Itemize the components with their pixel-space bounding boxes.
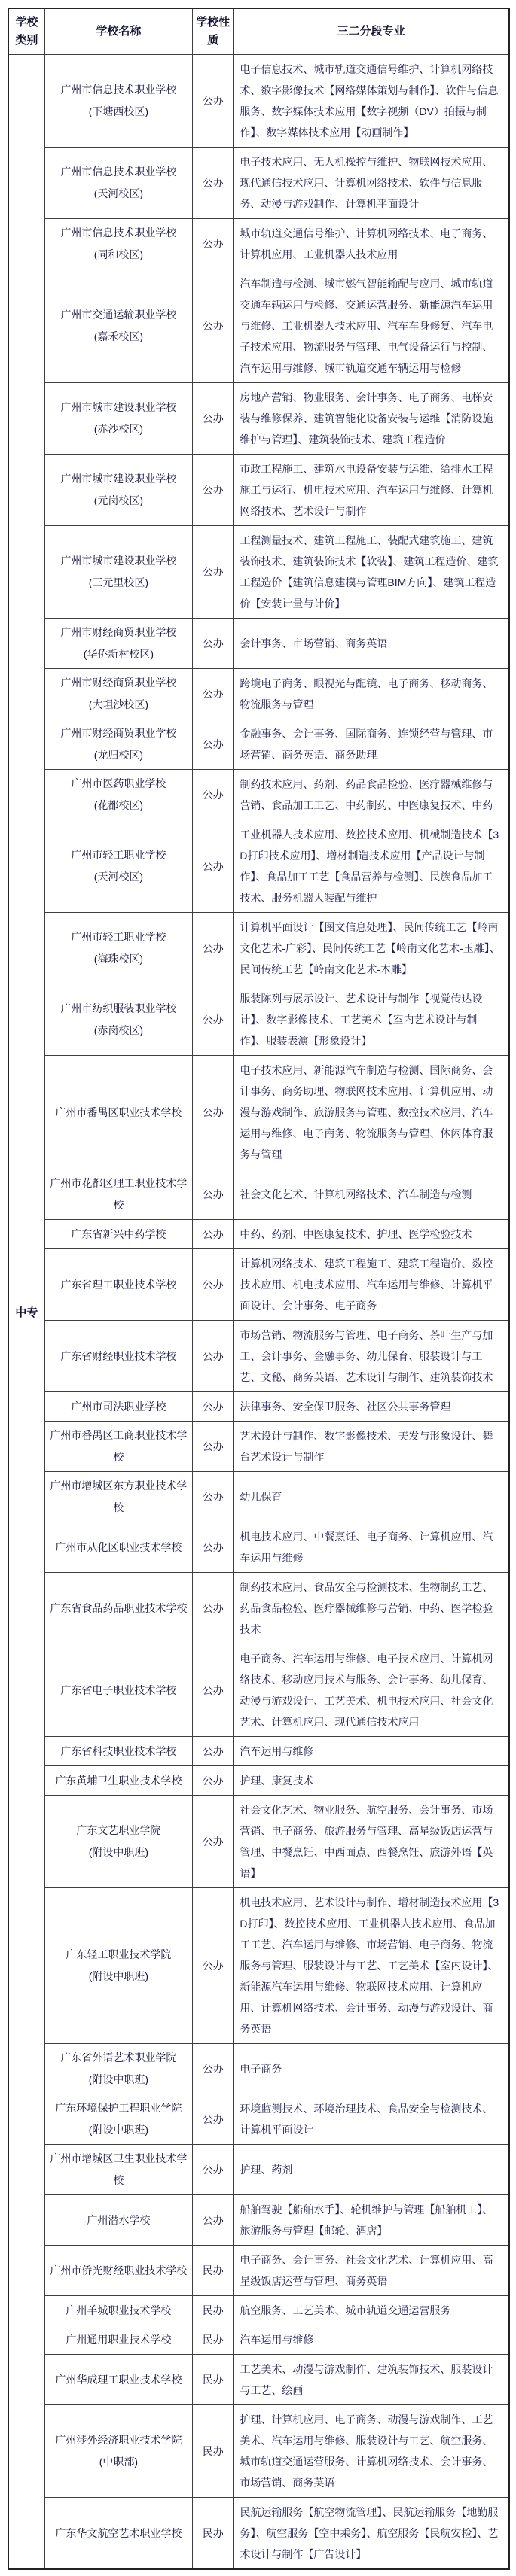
majors-cell: 工程测量技术、建筑工程施工、装配式建筑施工、建筑装饰技术、建筑装饰技术【软装】、建筑工程造价、建筑工程造价【建筑信息建模与管理BIM方向】、建筑工程造价【安装计量与计价】 bbox=[234, 526, 509, 619]
table-row bbox=[8, 1220, 509, 1249]
majors-cell: 制药技术应用、食品安全与检测技术、生物制药工艺、药品食品检验、医疗器械维修与营销、中药、医学检验技术 bbox=[234, 1573, 509, 1644]
table-row bbox=[8, 2296, 509, 2325]
school-campus: (附设中职班) bbox=[88, 1970, 149, 1982]
school-type-cell: 公办 bbox=[193, 219, 234, 269]
school-name-cell bbox=[44, 820, 193, 913]
school-name-cell bbox=[44, 455, 193, 526]
school-campus: (海珠校区) bbox=[93, 953, 144, 965]
table-row bbox=[8, 2145, 509, 2195]
majors-cell: 社会文化艺术、物业服务、航空服务、会计事务、市场营销、电子商务、旅游服务与管理、高星级饭店运营与管理、中餐烹饪、中西面点、西餐烹饪、旅游外语【英语】 bbox=[234, 1796, 509, 1888]
school-type-cell: 公办 bbox=[193, 1169, 234, 1220]
school-name: 广州华成理工职业技术学校 bbox=[55, 2373, 182, 2386]
majors-cell: 机电技术应用、艺术设计与制作、增材制造技术应用【3D打印】、数控技术应用、工业机器人技术应用、食品加工工艺、汽车运用与维修、市场营销、电子商务、物流服务与管理、服装设计与工艺、工艺美术【室内设计】、新能源汽车运用与维修、物联网技术应用、计算机应用、计算机网络技术、会计事务、动漫与游戏设计、商务英语 bbox=[234, 1888, 509, 2044]
school-name: 广州市轻工职业学校 bbox=[71, 931, 166, 943]
table-row bbox=[8, 2246, 509, 2296]
school-name: 广州市信息技术职业学校 bbox=[60, 166, 177, 178]
school-name-cell bbox=[44, 526, 193, 619]
school-type-cell: 公办 bbox=[193, 770, 234, 820]
school-name-cell bbox=[44, 1522, 193, 1573]
school-name-cell bbox=[44, 148, 193, 219]
school-type-cell: 公办 bbox=[193, 984, 234, 1056]
table-row bbox=[8, 55, 509, 148]
school-name-cell bbox=[44, 1056, 193, 1169]
school-name: 广州市番禺区工商职业技术学校 bbox=[50, 1429, 188, 1463]
majors-cell: 机电技术应用、中餐烹饪、电子商务、计算机应用、汽车运用与维修 bbox=[234, 1522, 509, 1573]
school-name-cell bbox=[44, 2195, 193, 2246]
majors-cell: 电子信息技术、城市轨道交通信号维护、计算机网络技术、数字影像技术【网络媒体策划与制作】、软件与信息服务、数字媒体技术应用【数字视频（DV）拍摄与制作】、数字媒体技术应用【动画制作】 bbox=[234, 55, 509, 148]
category-cell: 中专 bbox=[8, 55, 44, 2570]
school-name-cell bbox=[44, 1888, 193, 2044]
school-type-cell: 公办 bbox=[193, 1321, 234, 1392]
table-row bbox=[8, 1766, 509, 1796]
majors-cell: 工艺美术、动漫与游戏制作、建筑装饰技术、服装设计与工艺、绘画 bbox=[234, 2355, 509, 2405]
school-type-cell: 公办 bbox=[193, 1472, 234, 1522]
school-name: 广东省理工职业技术学校 bbox=[60, 1278, 177, 1291]
school-type-cell: 公办 bbox=[193, 1766, 234, 1796]
school-name-cell bbox=[44, 55, 193, 148]
table-row bbox=[8, 1056, 509, 1169]
school-name: 广东轻工职业技术学院 bbox=[66, 1948, 172, 1960]
table-row bbox=[8, 1249, 509, 1321]
school-type-cell: 公办 bbox=[193, 2195, 234, 2246]
majors-cell: 社会文化艺术、计算机网络技术、汽车制造与检测 bbox=[234, 1169, 509, 1220]
majors-cell: 民航运输服务【航空物流管理】、民航运输服务【地勤服务】、航空服务【空中乘务】、航空服务【民航安检】、艺术设计与制作【广告设计】 bbox=[234, 2498, 509, 2570]
table-row bbox=[8, 2325, 509, 2355]
school-type-cell: 公办 bbox=[193, 269, 234, 383]
table-row bbox=[8, 2405, 509, 2498]
table-row bbox=[8, 913, 509, 984]
majors-cell: 电子商务、汽车运用与维修、电子技术应用、计算机网络技术、移动应用技术与服务、会计事务、幼儿保育、动漫与游戏设计、工艺美术、机电技术应用、社会文化艺术、计算机应用、现代通信技术应用 bbox=[234, 1644, 509, 1737]
school-name: 广州潜水学校 bbox=[87, 2213, 151, 2226]
school-campus: (嘉禾校区) bbox=[93, 330, 144, 342]
school-name-cell bbox=[44, 984, 193, 1056]
school-type-cell: 公办 bbox=[193, 1522, 234, 1573]
school-campus: (附设中职班) bbox=[88, 2073, 149, 2085]
school-campus: (花都校区) bbox=[93, 799, 144, 811]
majors-cell: 制药技术应用、药剂、药品食品检验、医疗器械维修与营销、食品加工工艺、中药制药、中医康复技术、中药 bbox=[234, 770, 509, 820]
school-campus: (下塘西校区) bbox=[88, 105, 149, 117]
table-row bbox=[8, 1169, 509, 1220]
school-name: 广州市司法职业学校 bbox=[71, 1400, 166, 1413]
majors-cell: 环境监测技术、环境治理技术、食品安全与检测技术、计算机平面设计 bbox=[234, 2094, 509, 2145]
majors-cell: 艺术设计与制作、数字影像技术、美发与形象设计、舞台艺术设计与制作 bbox=[234, 1422, 509, 1472]
school-name-cell bbox=[44, 2325, 193, 2355]
school-campus: (赤岗校区) bbox=[93, 1024, 144, 1036]
majors-cell: 计算机平面设计【图文信息处理】、民间传统工艺【岭南文化艺术-广彩】、民间传统工艺【岭南文化艺术-玉雕】、民间传统工艺【岭南文化艺术-木雕】 bbox=[234, 913, 509, 984]
table-row bbox=[8, 219, 509, 269]
table-row bbox=[8, 269, 509, 383]
school-name-cell bbox=[44, 619, 193, 669]
majors-cell: 跨境电子商务、眼视光与配镜、电子商务、移动商务、物流服务与管理 bbox=[234, 669, 509, 719]
header-row bbox=[8, 8, 509, 55]
majors-cell: 市场营销、物流服务与管理、电子商务、茶叶生产与加工、会计事务、金融事务、幼儿保育、服装设计与工艺、文秘、商务英语、艺术设计与制作、建筑装饰技术 bbox=[234, 1321, 509, 1392]
majors-cell: 房地产营销、物业服务、会计事务、电子商务、电梯安装与维修保养、建筑智能化设备安装与运维【消防设施维护与管理】、建筑装饰技术、建筑工程造价 bbox=[234, 383, 509, 455]
school-campus: (华侨新村校区) bbox=[83, 648, 154, 660]
school-name-cell bbox=[44, 2246, 193, 2296]
school-name: 广东省科技职业技术学校 bbox=[60, 1744, 177, 1757]
school-name: 广州市信息技术职业学校 bbox=[60, 227, 177, 239]
school-name-cell bbox=[44, 1392, 193, 1422]
school-name: 广东环境保护工程职业学院 bbox=[55, 2102, 182, 2114]
school-campus: (龙归校区) bbox=[93, 749, 144, 761]
school-type-cell: 公办 bbox=[193, 1220, 234, 1249]
school-type-cell: 民办 bbox=[193, 2355, 234, 2405]
school-type-cell: 公办 bbox=[193, 1249, 234, 1321]
majors-cell: 金融事务、会计事务、国际商务、连锁经营与管理、市场营销、商务英语、商务助理 bbox=[234, 719, 509, 770]
school-name-cell bbox=[44, 2044, 193, 2094]
table-row bbox=[8, 984, 509, 1056]
school-name-cell bbox=[44, 669, 193, 719]
school-type-cell: 公办 bbox=[193, 1888, 234, 2044]
school-type-cell: 公办 bbox=[193, 913, 234, 984]
table-row bbox=[8, 1392, 509, 1422]
school-type-cell: 公办 bbox=[193, 1392, 234, 1422]
school-name-cell bbox=[44, 2355, 193, 2405]
school-type-cell: 公办 bbox=[193, 2145, 234, 2195]
school-name-cell bbox=[44, 770, 193, 820]
table-row bbox=[8, 2355, 509, 2405]
school-name-cell bbox=[44, 2498, 193, 2570]
school-name-cell bbox=[44, 1573, 193, 1644]
school-name: 广州市城市建设职业学校 bbox=[60, 401, 177, 413]
school-name-cell bbox=[44, 1321, 193, 1392]
school-name: 广东省财经职业技术学校 bbox=[60, 1349, 177, 1362]
school-type-cell: 公办 bbox=[193, 1644, 234, 1737]
school-type-cell: 民办 bbox=[193, 2325, 234, 2355]
school-campus: (大坦沙校区) bbox=[88, 698, 149, 710]
school-name: 广州市医药职业学校 bbox=[71, 777, 166, 789]
school-name: 广州市财经商贸职业学校 bbox=[60, 626, 177, 638]
school-campus: (附设中职班) bbox=[88, 2124, 149, 2136]
majors-cell: 中药、药剂、中医康复技术、护理、医学检验技术 bbox=[234, 1220, 509, 1249]
majors-cell: 会计事务、市场营销、商务英语 bbox=[234, 619, 509, 669]
table-row bbox=[8, 770, 509, 820]
table-row bbox=[8, 1573, 509, 1644]
school-name-cell bbox=[44, 219, 193, 269]
table-row bbox=[8, 526, 509, 619]
school-campus: (天河校区) bbox=[93, 871, 144, 883]
school-campus: (三元里校区) bbox=[88, 576, 149, 588]
school-name-cell bbox=[44, 2094, 193, 2145]
school-type-cell: 公办 bbox=[193, 2044, 234, 2094]
school-type-cell: 公办 bbox=[193, 1422, 234, 1472]
school-name-cell bbox=[44, 1169, 193, 1220]
school-name-cell bbox=[44, 1737, 193, 1766]
school-name: 广州市侨光财经职业技术学校 bbox=[50, 2264, 188, 2276]
school-name: 广州市财经商贸职业学校 bbox=[60, 727, 177, 739]
school-type-cell: 公办 bbox=[193, 55, 234, 148]
table-row bbox=[8, 1472, 509, 1522]
school-name-cell bbox=[44, 1766, 193, 1796]
school-name: 广州市信息技术职业学校 bbox=[60, 84, 177, 96]
school-name-cell bbox=[44, 1220, 193, 1249]
majors-cell: 汽车运用与维修 bbox=[234, 2325, 509, 2355]
school-type-cell: 公办 bbox=[193, 148, 234, 219]
school-name: 广州涉外经济职业技术学院 bbox=[55, 2434, 182, 2446]
school-type-cell: 公办 bbox=[193, 719, 234, 770]
school-name: 广东省电子职业技术学校 bbox=[60, 1683, 177, 1696]
school-type-cell: 民办 bbox=[193, 2498, 234, 2570]
school-majors-table bbox=[8, 8, 510, 2570]
table-row bbox=[8, 2498, 509, 2570]
school-name: 广州市轻工职业学校 bbox=[71, 849, 166, 861]
school-name: 广州市城市建设职业学校 bbox=[60, 473, 177, 485]
school-majors-table-wrap bbox=[8, 8, 510, 2570]
table-row bbox=[8, 719, 509, 770]
school-name: 广州市城市建设职业学校 bbox=[60, 555, 177, 567]
school-type-cell: 公办 bbox=[193, 1573, 234, 1644]
school-name-cell bbox=[44, 269, 193, 383]
school-name-cell bbox=[44, 2145, 193, 2195]
page bbox=[0, 8, 516, 2570]
school-name: 广州市纺织服装职业学校 bbox=[60, 1002, 177, 1014]
school-type-cell: 民办 bbox=[193, 2405, 234, 2498]
school-name: 广东省外语艺术职业学院 bbox=[60, 2051, 177, 2064]
school-name: 广州市从化区职业技术学校 bbox=[55, 1540, 182, 1553]
majors-cell: 服装陈列与展示设计、艺术设计与制作【视觉传达设计】、数字影像技术、工艺美术【室内艺术设计与制作】、服装表演【形象设计】 bbox=[234, 984, 509, 1056]
majors-cell: 工业机器人技术应用、数控技术应用、机械制造技术【3D打印技术应用】、增材制造技术应用【产品设计与制作】、食品加工工艺【食品营养与检测】、民族食品加工技术、服务机器人装配与维护 bbox=[234, 820, 509, 913]
majors-cell: 护理、计算机应用、电子商务、动漫与游戏制作、工艺美术、汽车运用与维修、服装设计与工艺、航空服务、城市轨道交通运营服务、计算机网络技术、会计事务、市场营销、商务英语 bbox=[234, 2405, 509, 2498]
majors-cell: 护理、康复技术 bbox=[234, 1766, 509, 1796]
school-campus: (附设中职班) bbox=[88, 1846, 149, 1858]
school-type-cell: 公办 bbox=[193, 619, 234, 669]
table-row bbox=[8, 2195, 509, 2246]
school-name: 广东省食品药品职业技术学校 bbox=[50, 1601, 188, 1614]
header-school-name: 学校名称 bbox=[44, 8, 193, 55]
majors-cell: 电子商务 bbox=[234, 2044, 509, 2094]
school-name-cell bbox=[44, 719, 193, 770]
majors-cell: 护理、药剂 bbox=[234, 2145, 509, 2195]
majors-cell: 幼儿保育 bbox=[234, 1472, 509, 1522]
school-name: 广东华文航空艺术职业学校 bbox=[55, 2526, 182, 2539]
table-row bbox=[8, 619, 509, 669]
majors-cell: 电子技术应用、无人机操控与维护、物联网技术应用、现代通信技术应用、计算机网络技术、软件与信息服务、动漫与游戏制作、计算机平面设计 bbox=[234, 148, 509, 219]
school-campus: (同和校区) bbox=[93, 248, 144, 260]
table-row bbox=[8, 2044, 509, 2094]
school-name: 广州羊城职业技术学校 bbox=[66, 2304, 172, 2316]
majors-cell: 船舶驾驶【船舶水手】、轮机维护与管理【船舶机工】、旅游服务与管理【邮轮、酒店】 bbox=[234, 2195, 509, 2246]
table-row bbox=[8, 1422, 509, 1472]
table-row bbox=[8, 1644, 509, 1737]
school-type-cell: 公办 bbox=[193, 669, 234, 719]
table-row bbox=[8, 1888, 509, 2044]
majors-cell: 电子技术应用、新能源汽车制造与检测、国际商务、会计事务、商务助理、物联网技术应用、计算机应用、动漫与游戏制作、旅游服务与管理、数控技术应用、汽车运用与维修、电子商务、物流服务与管理、休闲体育服务与管理 bbox=[234, 1056, 509, 1169]
table-row bbox=[8, 2094, 509, 2145]
school-name: 广州通用职业技术学校 bbox=[66, 2333, 172, 2346]
school-name-cell bbox=[44, 2405, 193, 2498]
school-type-cell: 民办 bbox=[193, 2296, 234, 2325]
header-school-type: 学校性质 bbox=[193, 8, 234, 55]
school-name-cell bbox=[44, 2296, 193, 2325]
school-name: 广州市花都区理工职业技术学校 bbox=[50, 1177, 188, 1211]
school-type-cell: 公办 bbox=[193, 383, 234, 455]
header-majors: 三二分段专业 bbox=[234, 8, 509, 55]
school-name-cell bbox=[44, 1422, 193, 1472]
school-name: 广州市交通运输职业学校 bbox=[60, 309, 177, 321]
table-row bbox=[8, 1522, 509, 1573]
table-body bbox=[8, 55, 509, 2570]
majors-cell: 计算机网络技术、建筑工程施工、建筑工程造价、数控技术应用、机电技术应用、汽车运用与维修、计算机平面设计、会计事务、电子商务 bbox=[234, 1249, 509, 1321]
school-name-cell bbox=[44, 1796, 193, 1888]
school-type-cell: 公办 bbox=[193, 1737, 234, 1766]
table-row bbox=[8, 1796, 509, 1888]
school-type-cell: 公办 bbox=[193, 820, 234, 913]
school-name: 广东省新兴中药学校 bbox=[71, 1227, 166, 1240]
majors-cell: 法律事务、安全保卫服务、社区公共事务管理 bbox=[234, 1392, 509, 1422]
school-name-cell bbox=[44, 383, 193, 455]
majors-cell: 航空服务、工艺美术、城市轨道交通运营服务 bbox=[234, 2296, 509, 2325]
school-name-cell bbox=[44, 1249, 193, 1321]
majors-cell: 汽车制造与检测、城市燃气智能输配与应用、城市轨道交通车辆运用与检修、交通运营服务、新能源汽车运用与维修、工业机器人技术应用、汽车车身修复、汽车电子技术应用、物流服务与管理、电气设备运行与控制、汽车运用与维修、城市轨道交通车辆运用与检修 bbox=[234, 269, 509, 383]
school-type-cell: 公办 bbox=[193, 455, 234, 526]
table-row bbox=[8, 148, 509, 219]
school-name-cell bbox=[44, 1644, 193, 1737]
table-row bbox=[8, 820, 509, 913]
majors-cell: 电子商务、会计事务、社会文化艺术、计算机应用、高星级饭店运营与管理、商务英语 bbox=[234, 2246, 509, 2296]
majors-cell: 汽车运用与维修 bbox=[234, 1737, 509, 1766]
school-name: 广州市增城区东方职业技术学校 bbox=[50, 1480, 188, 1513]
school-name: 广州市财经商贸职业学校 bbox=[60, 677, 177, 689]
table-row bbox=[8, 383, 509, 455]
table-row bbox=[8, 1321, 509, 1392]
header-category: 学校类别 bbox=[8, 8, 44, 55]
school-name: 广州市增城区卫生职业技术学校 bbox=[50, 2152, 188, 2186]
majors-cell: 城市轨道交通信号维护、计算机网络技术、电子商务、计算机应用、工业机器人技术应用 bbox=[234, 219, 509, 269]
school-type-cell: 公办 bbox=[193, 1796, 234, 1888]
school-name-cell bbox=[44, 913, 193, 984]
school-type-cell: 公办 bbox=[193, 2094, 234, 2145]
school-campus: (天河校区) bbox=[93, 187, 144, 199]
school-name: 广东文艺职业学院 bbox=[76, 1824, 161, 1836]
school-name-cell bbox=[44, 1472, 193, 1522]
school-type-cell: 民办 bbox=[193, 2246, 234, 2296]
school-type-cell: 公办 bbox=[193, 1056, 234, 1169]
school-campus: (中职部) bbox=[99, 2456, 139, 2468]
table-row bbox=[8, 669, 509, 719]
school-campus: (赤沙校区) bbox=[93, 423, 144, 435]
table-row bbox=[8, 455, 509, 526]
school-name: 广州市番禺区职业技术学校 bbox=[55, 1106, 182, 1118]
school-campus: (元岗校区) bbox=[93, 494, 144, 506]
table-row bbox=[8, 1737, 509, 1766]
school-type-cell: 公办 bbox=[193, 526, 234, 619]
majors-cell: 市政工程施工、建筑水电设备安装与运维、给排水工程施工与运行、机电技术应用、汽车运用与维修、计算机网络技术、艺术设计与制作 bbox=[234, 455, 509, 526]
school-name: 广东黄埔卫生职业技术学校 bbox=[55, 1774, 182, 1787]
